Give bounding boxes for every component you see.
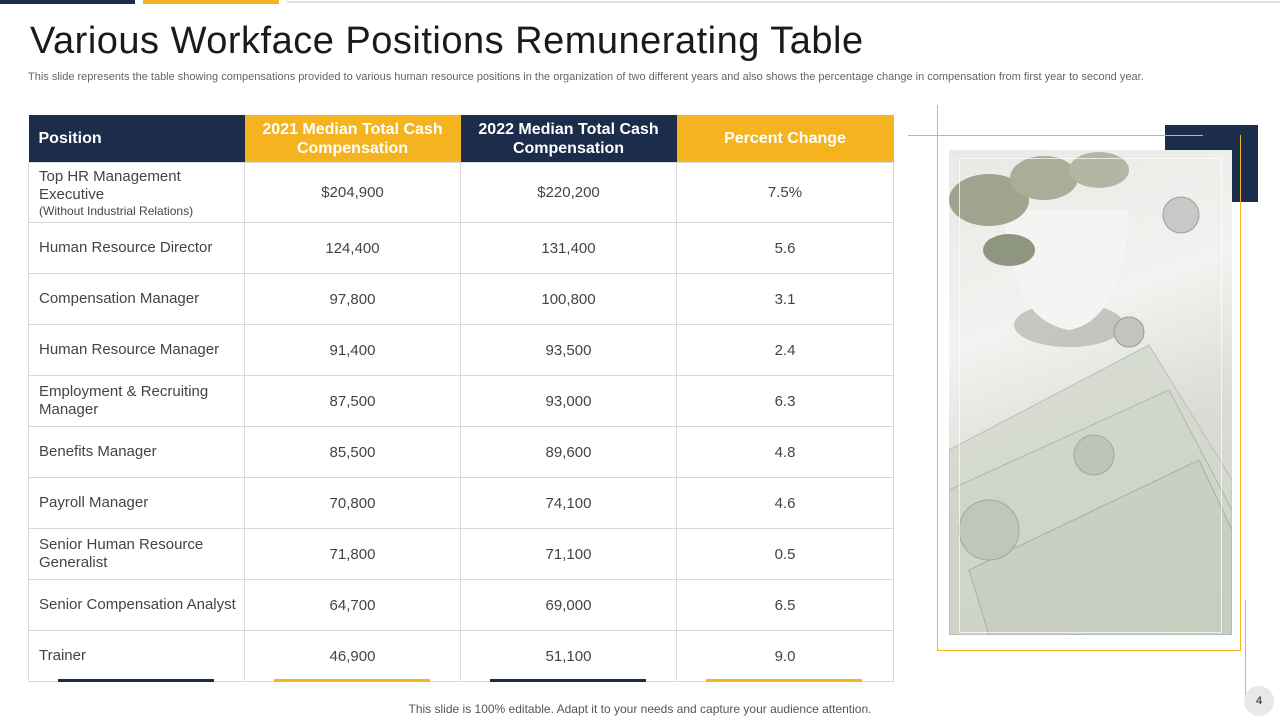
value-2022-cell: 89,600	[461, 427, 677, 478]
table-row	[29, 478, 894, 529]
value-2021-cell: 124,400	[245, 223, 461, 274]
position-cell: Trainer	[29, 631, 245, 682]
percent-change-cell: 3.1	[677, 274, 894, 325]
header-2021: 2021 Median Total Cash Compensation	[245, 115, 461, 163]
column-underline-gold	[706, 679, 862, 682]
position-cell: Senior Compensation Analyst	[29, 580, 245, 631]
value-2021-cell: 71,800	[245, 529, 461, 580]
header-2022: 2022 Median Total Cash Compensation	[461, 115, 677, 163]
percent-change-cell: 7.5%	[677, 163, 894, 223]
value-2022-cell: 131,400	[461, 223, 677, 274]
header-percent-change: Percent Change	[677, 115, 894, 163]
percent-change-cell: 4.8	[677, 427, 894, 478]
value-2022-cell: 93,500	[461, 325, 677, 376]
value-2021-cell: 87,500	[245, 376, 461, 427]
top-accent-gold	[143, 0, 279, 4]
value-2022-cell: 51,100	[461, 631, 677, 682]
table-row	[29, 427, 894, 478]
table-row	[29, 529, 894, 580]
percent-change-cell: 0.5	[677, 529, 894, 580]
header-position: Position	[29, 115, 245, 163]
column-underline-gold	[274, 679, 430, 682]
value-2021-cell: 64,700	[245, 580, 461, 631]
compensation-table	[28, 115, 894, 682]
value-2021-cell: 70,800	[245, 478, 461, 529]
value-2022-cell: 71,100	[461, 529, 677, 580]
position-cell: Human Resource Director	[29, 223, 245, 274]
percent-change-cell: 5.6	[677, 223, 894, 274]
position-cell: Human Resource Manager	[29, 325, 245, 376]
percent-change-cell: 9.0	[677, 631, 894, 682]
table-row	[29, 223, 894, 274]
value-2021-cell: 85,500	[245, 427, 461, 478]
percent-change-cell: 2.4	[677, 325, 894, 376]
table-row	[29, 325, 894, 376]
position-cell: Senior Human Resource Generalist	[29, 529, 245, 580]
percent-change-cell: 4.6	[677, 478, 894, 529]
position-note: (Without Industrial Relations)	[39, 203, 194, 218]
value-2022-cell: 93,000	[461, 376, 677, 427]
position-cell: Payroll Manager	[29, 478, 245, 529]
page-title: Various Workface Positions Remunerating Table	[30, 20, 864, 62]
photo-inner-frame	[959, 158, 1222, 633]
position-label: Top HR Management Executive	[39, 167, 181, 203]
frame-line-horizontal	[908, 135, 1203, 136]
value-2022-cell: 74,100	[461, 478, 677, 529]
frame-line-vertical	[937, 105, 938, 650]
table-row	[29, 376, 894, 427]
value-2022-cell: 100,800	[461, 274, 677, 325]
page-number-badge: 4	[1244, 686, 1274, 716]
column-underline-navy	[490, 679, 646, 682]
position-cell: Employment & Recruiting Manager	[29, 376, 245, 427]
percent-change-cell: 6.5	[677, 580, 894, 631]
page-subtitle: This slide represents the table showing compensations provided to various human resource positions in the organization of two different years and also shows the percentage change in compensation from first year to second year.	[28, 71, 1144, 83]
position-cell: Benefits Manager	[29, 427, 245, 478]
table-row	[29, 274, 894, 325]
table-row	[29, 163, 894, 223]
value-2022-cell: $220,200	[461, 163, 677, 223]
footer-note: This slide is 100% editable. Adapt it to your needs and capture your audience attention.	[408, 702, 872, 716]
table-row	[29, 631, 894, 682]
column-underline-navy	[58, 679, 214, 682]
value-2021-cell: 91,400	[245, 325, 461, 376]
table-header-row	[29, 115, 894, 163]
value-2021-cell: 46,900	[245, 631, 461, 682]
frame-line-vertical-lower	[1245, 600, 1246, 695]
percent-change-cell: 6.3	[677, 376, 894, 427]
money-photo	[949, 150, 1232, 635]
top-accent-navy	[0, 0, 135, 4]
value-2021-cell: $204,900	[245, 163, 461, 223]
value-2022-cell: 69,000	[461, 580, 677, 631]
position-cell	[29, 163, 245, 223]
value-2021-cell: 97,800	[245, 274, 461, 325]
table-row	[29, 580, 894, 631]
position-cell: Compensation Manager	[29, 274, 245, 325]
top-accent-line	[287, 1, 1280, 3]
